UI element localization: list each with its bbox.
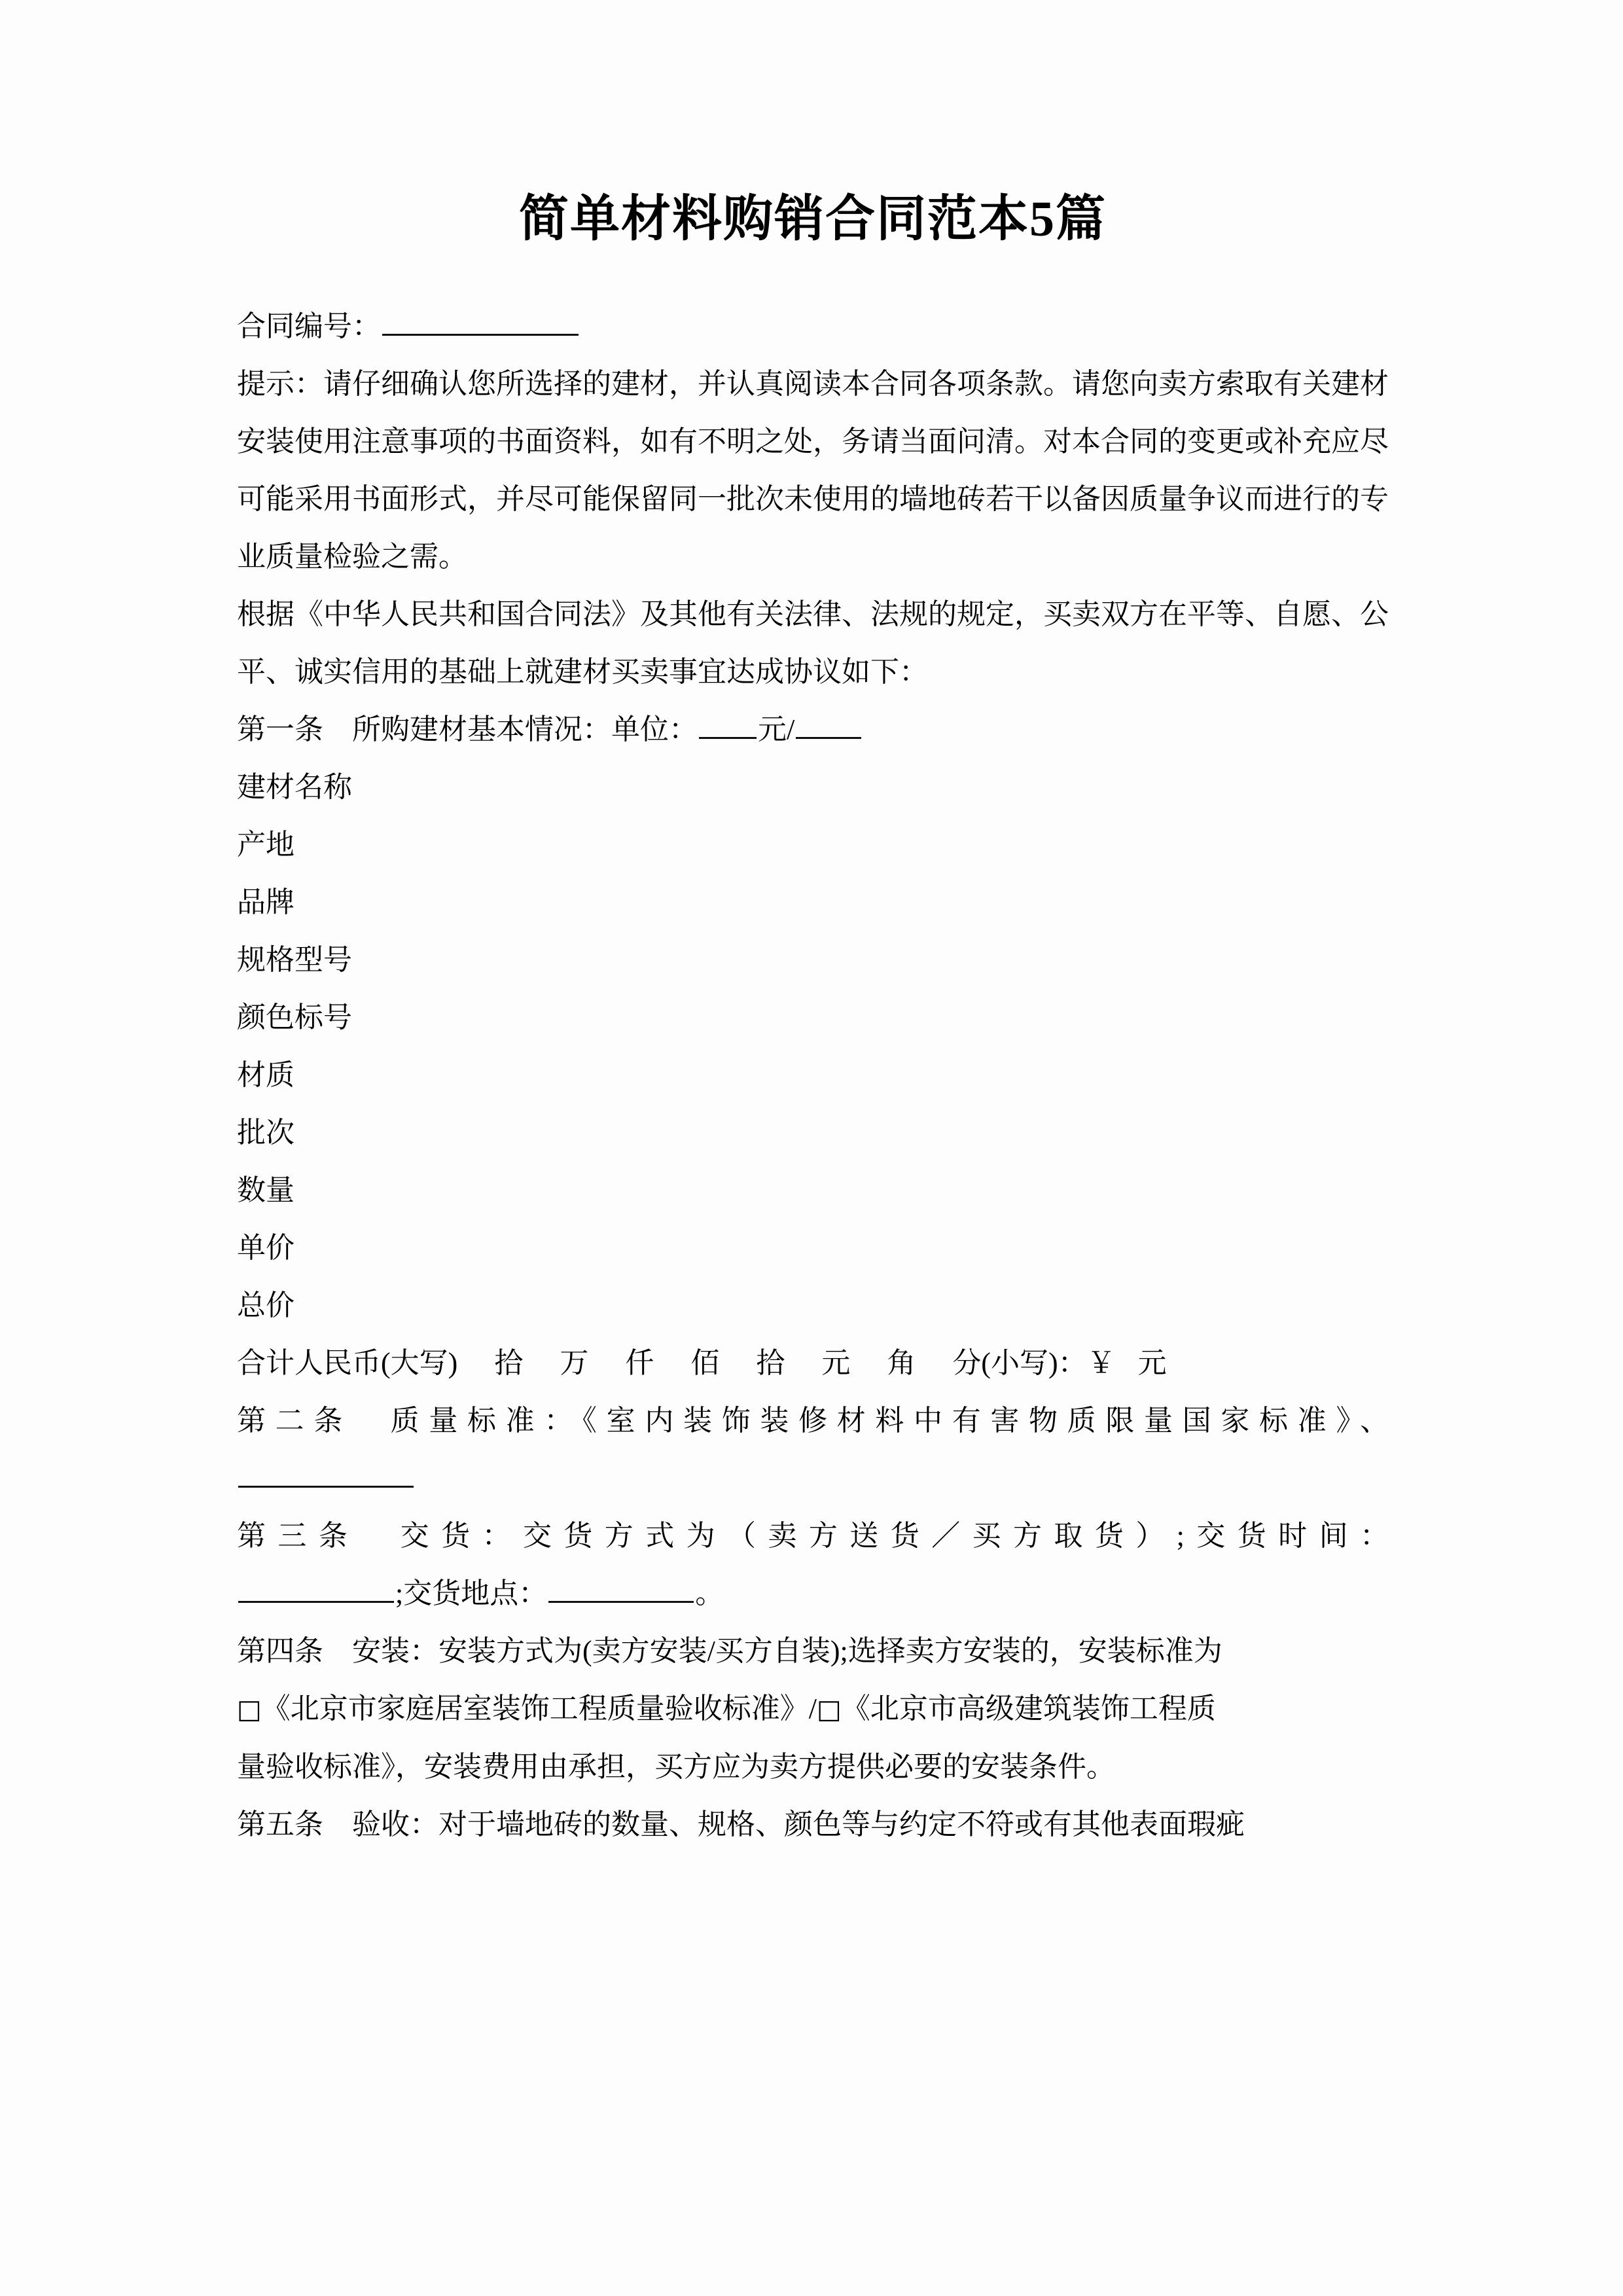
article-4-standard-b: 《北京市高级建筑装饰工程质 xyxy=(841,1693,1216,1725)
article-2-heading: 第二条 质量标准：《室内装饰装修材料中有害物质限量国家标准》、 xyxy=(237,1405,1389,1437)
article-3-heading: 第三条 交货：交货方式为（卖方送货／买方取货）;交货时间： xyxy=(237,1520,1389,1552)
checkbox-icon[interactable]: □ xyxy=(817,1695,842,1725)
list-item: 建材名称 xyxy=(237,771,352,803)
checkbox-icon[interactable]: □ xyxy=(237,1695,262,1725)
total-suffix: 分(小写)： xyxy=(952,1347,1087,1379)
total-unit: 角 xyxy=(887,1347,916,1379)
article-4-line-1: 第四条 安装：安装方式为(卖方安装/买方自装);选择卖方安装的，安装标准为 xyxy=(237,1635,1222,1667)
currency-symbol: ￥ xyxy=(1086,1347,1116,1379)
article-4-line-3: 量验收标准》，安装费用由承担，买方应为卖方提供必要的安装条件。 xyxy=(237,1751,1115,1783)
contract-number-line xyxy=(237,298,1389,355)
contract-number-blank[interactable] xyxy=(382,304,579,336)
total-prefix: 合计人民币(大写) xyxy=(237,1347,458,1379)
list-item: 品牌 xyxy=(237,886,294,918)
list-item: 单价 xyxy=(237,1232,294,1264)
article-5-line-1: 第五条 验收：对于墙地砖的数量、规格、颜色等与约定不符或有其他表面瑕疵 xyxy=(237,1808,1245,1840)
article-4-standard-a: 《北京市家庭居室装饰工程质量验收标准》/ xyxy=(261,1693,817,1725)
list-item: 规格型号 xyxy=(237,944,352,976)
contract-number-label: 合同编号： xyxy=(237,310,381,342)
article-1-heading xyxy=(237,701,1389,759)
total-unit: 仟 xyxy=(625,1347,654,1379)
article-3-place-label: ;交货地点： xyxy=(395,1577,548,1609)
preamble-paragraph: 根据《中华人民共和国合同法》及其他有关法律、法规的规定，买卖双方在平等、自愿、公平、诚实信用的基础上就建材买卖事宜达成协议如下： xyxy=(237,598,1389,688)
article-4-line-2 xyxy=(237,1680,1389,1738)
article-3-second-line xyxy=(237,1565,1389,1623)
article-3-place-blank[interactable] xyxy=(548,1571,694,1603)
total-unit: 元 xyxy=(821,1347,851,1379)
total-unit: 佰 xyxy=(690,1347,720,1379)
list-item: 数量 xyxy=(237,1174,294,1206)
article-3-time-blank[interactable] xyxy=(238,1571,394,1603)
document-body xyxy=(237,298,1389,1854)
notice-paragraph: 提示：请仔细确认您所选择的建材，并认真阅读本合同各项条款。请您向卖方索取有关建材安装使用注意事项的书面资料，如有不明之处，务请当面问清。对本合同的变更或补充应尽可能采用书面形式，并尽可能保留同一批次未使用的墙地砖若干以备因质量争议而进行的专业质量检验之需。 xyxy=(237,368,1389,573)
total-unit: 拾 xyxy=(756,1347,785,1379)
article-2-standard-blank-line xyxy=(237,1450,1389,1507)
document-content xyxy=(237,0,1389,1854)
total-unit: 万 xyxy=(560,1347,589,1379)
total-amount-line xyxy=(237,1335,1389,1392)
article-3-end: 。 xyxy=(695,1577,724,1609)
page-title: 简单材料购销合同范本5篇 xyxy=(519,192,1107,247)
article-1-unit-blank-1[interactable] xyxy=(699,708,757,739)
article-2-standard-blank[interactable] xyxy=(238,1456,414,1488)
article-1-unit-blank-2[interactable] xyxy=(796,708,861,739)
article-1-label: 第一条 所购建材基本情况：单位： xyxy=(237,713,698,745)
list-item: 批次 xyxy=(237,1117,294,1149)
list-item: 材质 xyxy=(237,1059,294,1091)
list-item: 颜色标号 xyxy=(237,1001,352,1033)
article-1-unit-mid: 元/ xyxy=(758,713,795,745)
total-unit: 拾 xyxy=(494,1347,524,1379)
currency-unit: 元 xyxy=(1137,1347,1167,1379)
list-item: 总价 xyxy=(237,1289,294,1321)
list-item: 产地 xyxy=(237,829,294,861)
